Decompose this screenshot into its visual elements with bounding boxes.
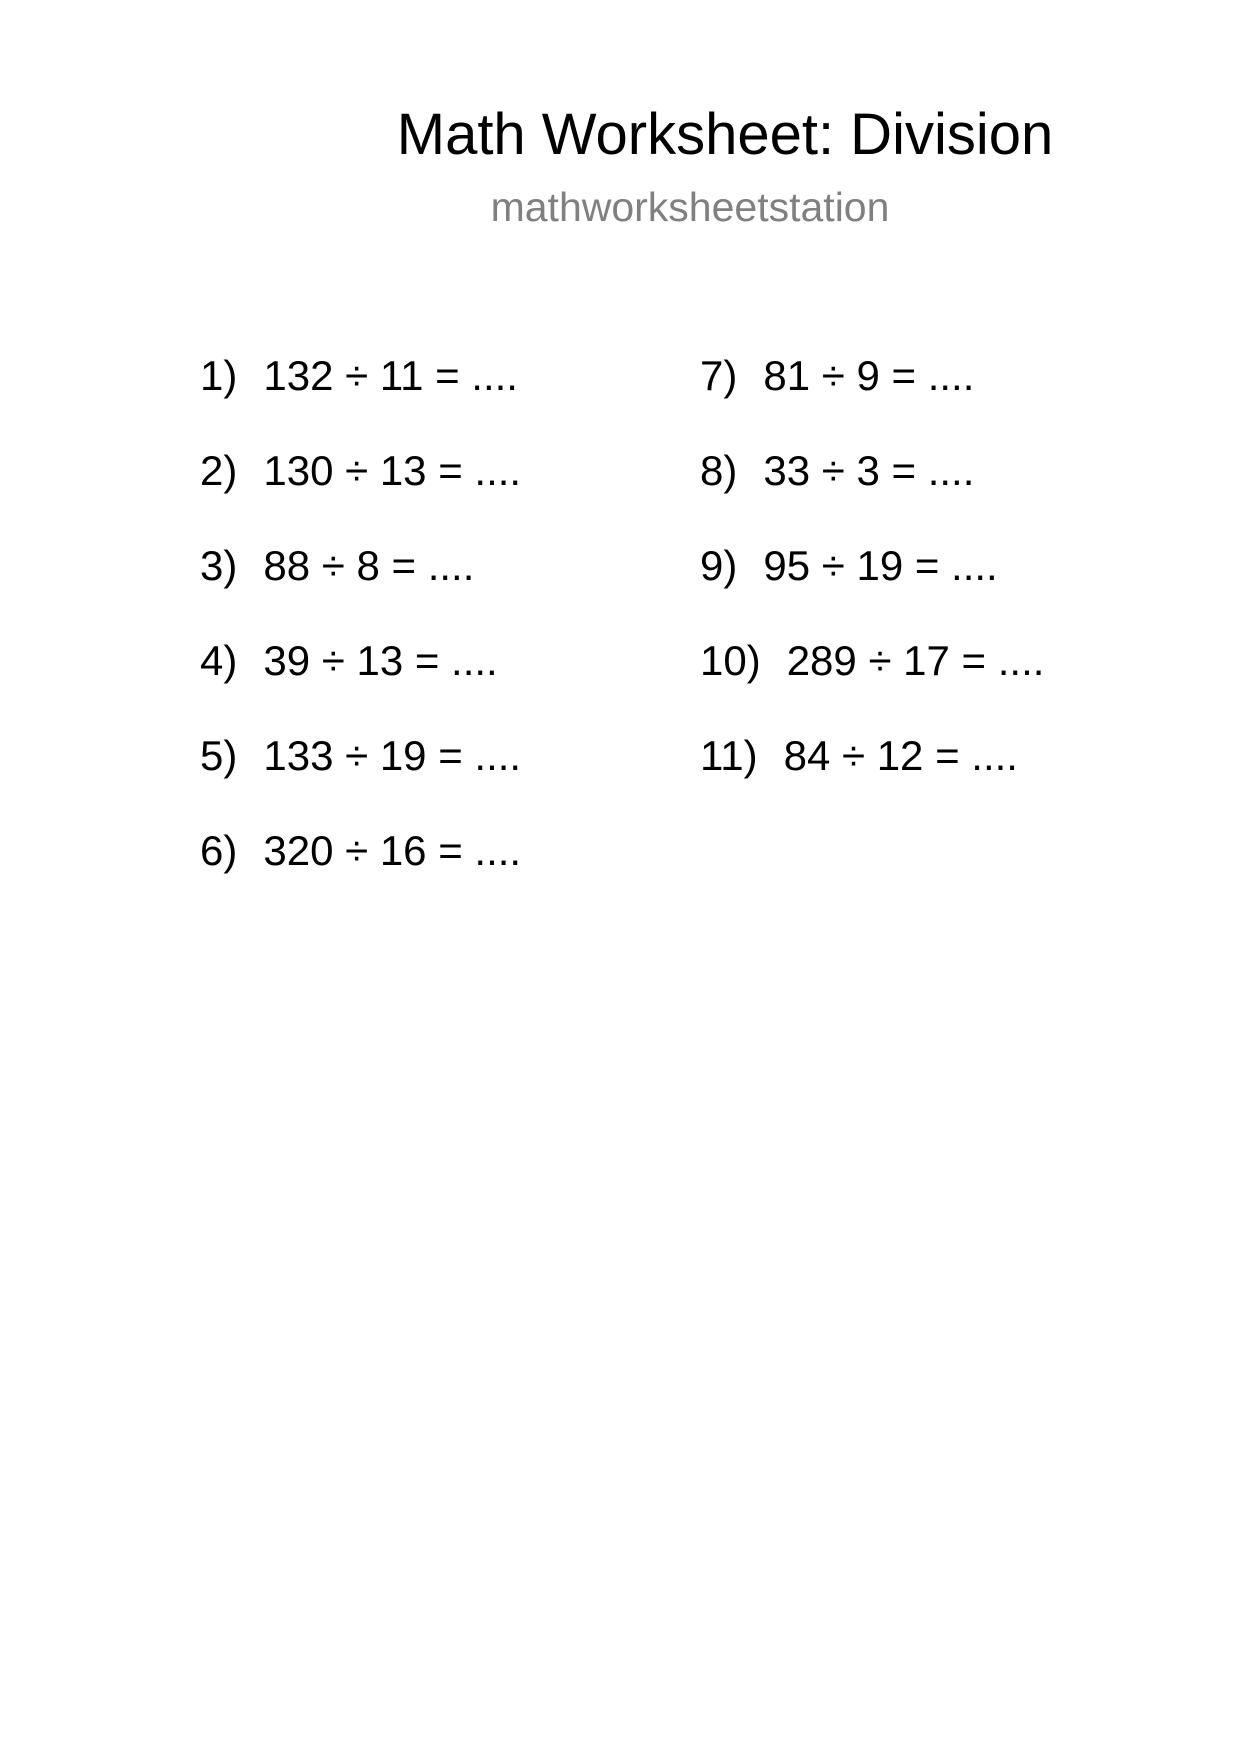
problem-9 (700, 536, 1044, 631)
problem-number: 7) (700, 352, 738, 399)
problem-expression: 88 ÷ 8 = .... (263, 542, 475, 589)
problem-number: 9) (700, 542, 738, 589)
problem-expression: 320 ÷ 16 = .... (263, 827, 522, 874)
problem-expression: 130 ÷ 13 = .... (263, 447, 522, 494)
problem-column-left (200, 346, 521, 916)
problem-expression: 133 ÷ 19 = .... (263, 732, 522, 779)
problem-8 (700, 441, 1044, 536)
problem-number: 3) (200, 542, 238, 589)
problem-number: 2) (200, 447, 238, 494)
problem-number: 8) (700, 447, 738, 494)
page-subtitle: mathworksheetstation (490, 184, 890, 230)
problem-number: 4) (200, 637, 238, 684)
page-title: Math Worksheet: Division (396, 102, 1054, 167)
problem-expression: 84 ÷ 12 = .... (783, 732, 1018, 779)
problem-6 (200, 821, 521, 916)
problem-expression: 33 ÷ 3 = .... (763, 447, 975, 494)
problem-1 (200, 346, 521, 441)
problem-4 (200, 631, 521, 726)
problem-expression: 289 ÷ 17 = .... (786, 637, 1045, 684)
problem-10 (700, 631, 1044, 726)
problem-number: 10) (700, 637, 761, 684)
problem-number: 1) (200, 352, 238, 399)
problem-3 (200, 536, 521, 631)
problem-number: 11) (700, 732, 758, 779)
problem-number: 5) (200, 732, 238, 779)
problem-5 (200, 726, 521, 821)
problem-2 (200, 441, 521, 536)
problem-7 (700, 346, 1044, 441)
problem-expression: 95 ÷ 19 = .... (763, 542, 998, 589)
problem-expression: 39 ÷ 13 = .... (263, 637, 498, 684)
problem-expression: 132 ÷ 11 = .... (263, 352, 518, 399)
problem-column-right (700, 346, 1044, 821)
problem-expression: 81 ÷ 9 = .... (763, 352, 975, 399)
problem-number: 6) (200, 827, 238, 874)
problem-11 (700, 726, 1044, 821)
